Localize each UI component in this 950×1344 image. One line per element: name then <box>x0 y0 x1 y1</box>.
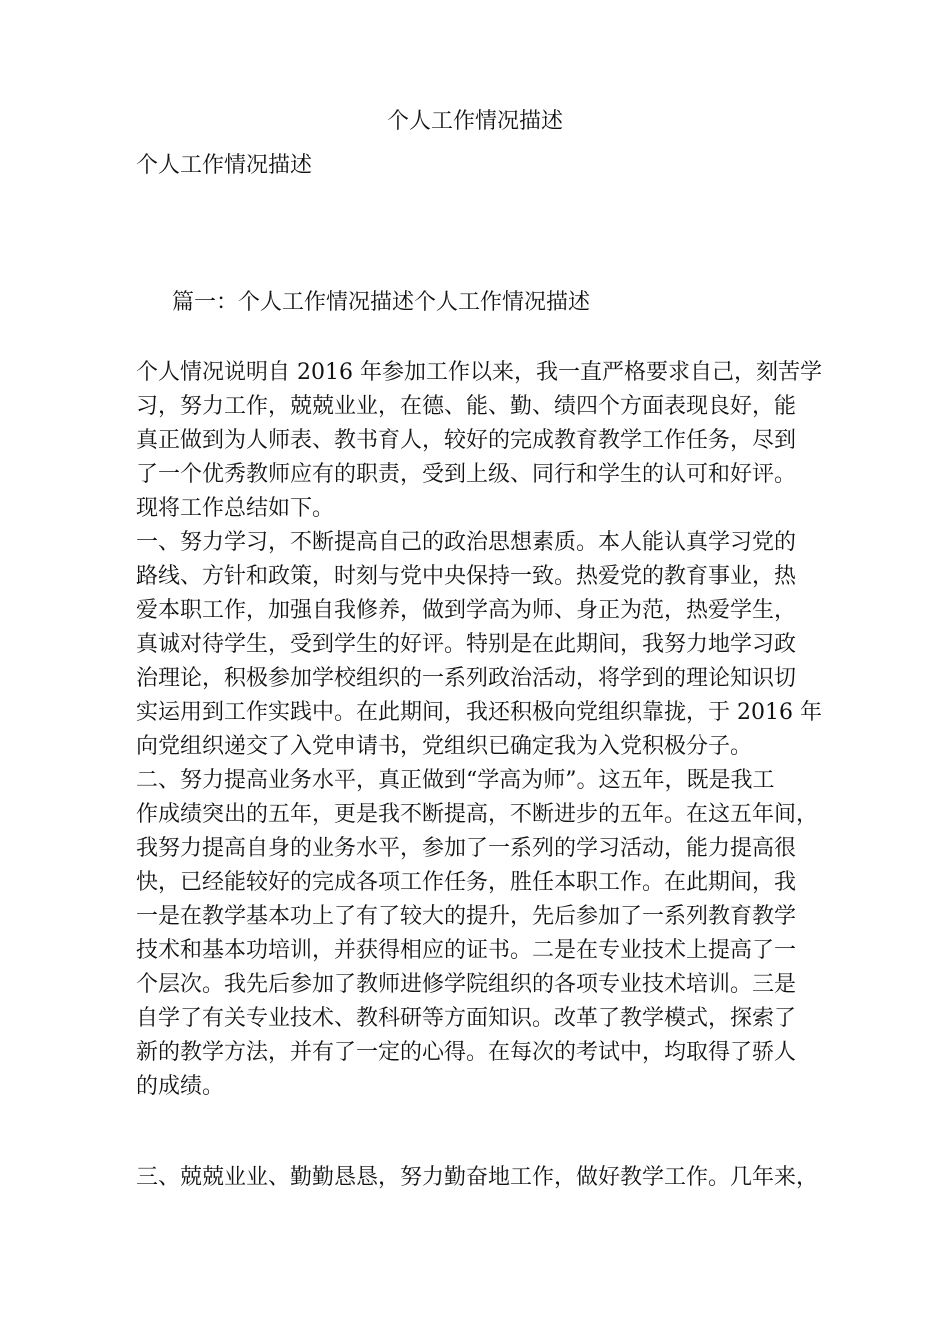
text-line: 了一个优秀教师应有的职责，受到上级、同行和学生的认可和好评。 <box>136 462 797 487</box>
text-line: 实运用到工作实践中。在此期间，我还积极向党组织靠拢，于 2016 年 <box>136 700 822 725</box>
text-line: 现将工作总结如下。 <box>136 496 335 521</box>
text-line: 习，努力工作，兢兢业业，在德、能、勤、绩四个方面表现良好，能 <box>136 394 797 419</box>
text-line: 三、兢兢业业、勤勤恳恳，努力勤奋地工作，做好教学工作。几年来， <box>136 1165 819 1190</box>
text-line: 向党组织递交了入党申请书，党组织已确定我为入党积极分子。 <box>136 734 753 759</box>
body-paragraph-block <box>136 356 820 1104</box>
text-line: 一、努力学习，不断提高自己的政治思想素质。本人能认真学习党的 <box>136 530 797 555</box>
text-line: 我努力提高自身的业务水平，参加了一系列的学习活动，能力提高很 <box>136 836 797 861</box>
text-line: 路线、方针和政策，时刻与党中央保持一致。热爱党的教育事业，热 <box>136 564 797 589</box>
section-heading: 篇一：个人工作情况描述个人工作情况描述 <box>172 290 591 315</box>
text-line: 真正做到为人师表、教书育人，较好的完成教育教学工作任务，尽到 <box>136 428 797 453</box>
text-line: 新的教学方法，并有了一定的心得。在每次的考试中，均取得了骄人 <box>136 1040 797 1065</box>
text-line: 个层次。我先后参加了教师进修学院组织的各项专业技术培训。三是 <box>136 972 797 997</box>
text-line: 爱本职工作，加强自我修养，做到学高为师、身正为范，热爱学生， <box>136 598 797 623</box>
document-subtitle: 个人工作情况描述 <box>136 153 313 178</box>
text-line: 快，已经能较好的完成各项工作任务，胜任本职工作。在此期间，我 <box>136 870 797 895</box>
text-line: 真诚对待学生，受到学生的好评。特别是在此期间，我努力地学习政 <box>136 632 797 657</box>
text-line: 二、努力提高业务水平，真正做到“学高为师”。这五年，既是我工 <box>136 768 775 793</box>
text-line: 个人情况说明自 2016 年参加工作以来，我一直严格要求自己，刻苦学 <box>136 360 822 385</box>
text-line: 作成绩突出的五年，更是我不断提高，不断进步的五年。在这五年间， <box>136 802 819 827</box>
text-line: 的成绩。 <box>136 1074 225 1099</box>
body-paragraph-block <box>136 1161 820 1195</box>
text-line: 技术和基本功培训，并获得相应的证书。二是在专业技术上提高了一 <box>136 938 797 963</box>
text-line: 治理论，积极参加学校组织的一系列政治活动，将学到的理论知识切 <box>136 666 797 691</box>
text-line: 自学了有关专业技术、教科研等方面知识。改革了教学模式，探索了 <box>136 1006 797 1031</box>
text-line: 一是在教学基本功上了有了较大的提升，先后参加了一系列教育教学 <box>136 904 797 929</box>
document-title: 个人工作情况描述 <box>386 109 563 134</box>
